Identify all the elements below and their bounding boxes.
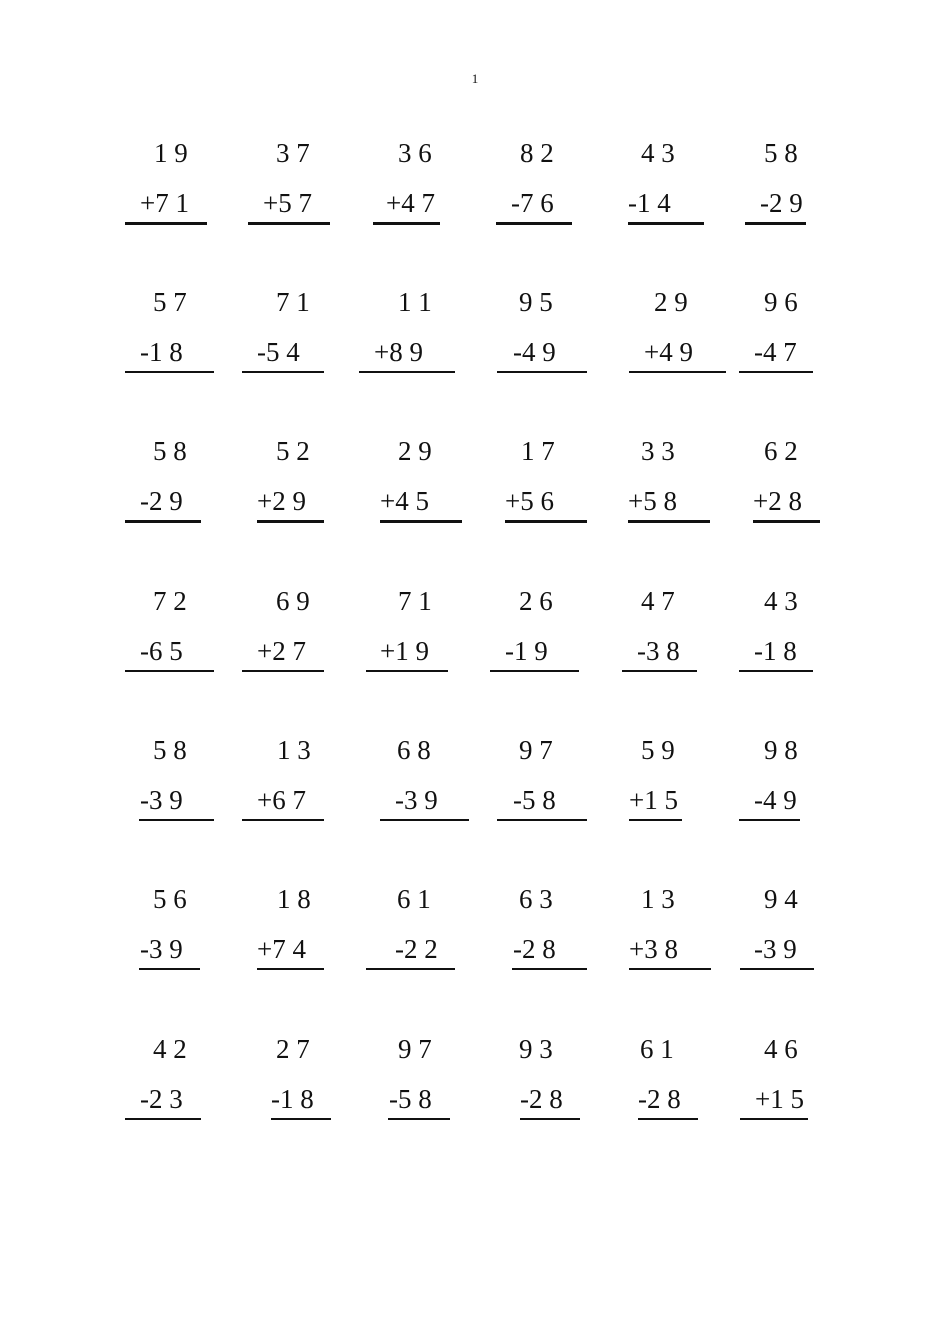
answer-line xyxy=(125,520,201,523)
problem xyxy=(375,735,495,835)
top-number: 7 2 xyxy=(153,586,187,616)
answer-line xyxy=(271,1118,331,1120)
top-number: 4 2 xyxy=(153,1034,187,1064)
answer-line xyxy=(248,222,330,225)
bottom-number: +2 9 xyxy=(257,486,306,516)
answer-line xyxy=(359,371,455,373)
bottom-number: +7 1 xyxy=(140,188,189,218)
top-number: 5 7 xyxy=(153,287,187,317)
bottom-number: -1 8 xyxy=(754,636,797,666)
bottom-number: +1 9 xyxy=(380,636,429,666)
answer-line xyxy=(753,520,820,523)
top-number: 3 6 xyxy=(398,138,432,168)
problem xyxy=(368,138,488,238)
bottom-number: -6 5 xyxy=(140,636,183,666)
top-number: 1 8 xyxy=(277,884,311,914)
answer-line xyxy=(740,968,814,970)
answer-line xyxy=(745,222,806,225)
problem xyxy=(624,287,744,387)
top-number: 5 6 xyxy=(153,884,187,914)
top-number: 4 3 xyxy=(641,138,675,168)
answer-line xyxy=(622,670,697,672)
bottom-number: +5 6 xyxy=(505,486,554,516)
top-number: 6 1 xyxy=(640,1034,674,1064)
problem xyxy=(383,1034,503,1134)
page-number: 1 xyxy=(471,71,479,86)
bottom-number: +1 5 xyxy=(629,785,678,815)
top-number: 2 9 xyxy=(654,287,688,317)
bottom-number: +1 5 xyxy=(755,1084,804,1114)
answer-line xyxy=(257,968,324,970)
bottom-number: -2 9 xyxy=(140,486,183,516)
top-number: 1 1 xyxy=(398,287,432,317)
bottom-number: -3 9 xyxy=(140,934,183,964)
problem xyxy=(491,138,611,238)
bottom-number: +5 8 xyxy=(628,486,677,516)
top-number: 7 1 xyxy=(398,586,432,616)
answer-line xyxy=(520,1118,580,1120)
problem xyxy=(624,884,744,984)
bottom-number: +4 5 xyxy=(380,486,429,516)
top-number: 7 1 xyxy=(276,287,310,317)
problem xyxy=(354,287,474,387)
problem xyxy=(237,586,357,686)
bottom-number: -2 8 xyxy=(638,1084,681,1114)
bottom-number: -7 6 xyxy=(511,188,554,218)
bottom-number: +8 9 xyxy=(374,337,423,367)
problem xyxy=(734,735,854,835)
answer-line xyxy=(629,968,711,970)
problem xyxy=(120,436,240,536)
bottom-number: +5 7 xyxy=(263,188,312,218)
bottom-number: -5 4 xyxy=(257,337,300,367)
top-number: 6 2 xyxy=(764,436,798,466)
answer-line xyxy=(380,819,469,821)
answer-line xyxy=(497,819,587,821)
top-number: 6 3 xyxy=(519,884,553,914)
top-number: 5 2 xyxy=(276,436,310,466)
answer-line xyxy=(242,819,324,821)
bottom-number: -2 3 xyxy=(140,1084,183,1114)
problem xyxy=(617,586,737,686)
bottom-number: -1 9 xyxy=(505,636,548,666)
answer-line xyxy=(257,520,324,523)
problem xyxy=(134,735,254,835)
bottom-number: -1 8 xyxy=(271,1084,314,1114)
top-number: 1 7 xyxy=(521,436,555,466)
bottom-number: -2 2 xyxy=(395,934,438,964)
answer-line xyxy=(638,1118,698,1120)
answer-line xyxy=(366,968,455,970)
problem xyxy=(120,287,240,387)
top-number: 2 9 xyxy=(398,436,432,466)
problem xyxy=(375,436,495,536)
answer-line xyxy=(125,371,214,373)
problem xyxy=(633,1034,753,1134)
top-number: 9 6 xyxy=(764,287,798,317)
problem xyxy=(361,586,481,686)
bottom-number: -4 7 xyxy=(754,337,797,367)
answer-line xyxy=(242,670,324,672)
bottom-number: -2 9 xyxy=(760,188,803,218)
bottom-number: -3 8 xyxy=(637,636,680,666)
bottom-number: -3 9 xyxy=(754,934,797,964)
bottom-number: -3 9 xyxy=(140,785,183,815)
problem xyxy=(492,287,612,387)
top-number: 1 9 xyxy=(154,138,188,168)
bottom-number: +4 9 xyxy=(644,337,693,367)
problem xyxy=(750,1034,870,1134)
answer-line xyxy=(373,222,440,225)
problem xyxy=(266,1034,386,1134)
problem xyxy=(120,138,240,238)
top-number: 3 3 xyxy=(641,436,675,466)
problem xyxy=(237,735,357,835)
problem xyxy=(500,436,620,536)
problem xyxy=(734,586,854,686)
answer-line xyxy=(497,371,587,373)
answer-line xyxy=(740,1118,808,1120)
problem xyxy=(749,884,869,984)
problem xyxy=(252,436,372,536)
answer-line xyxy=(629,819,682,821)
top-number: 6 8 xyxy=(397,735,431,765)
bottom-number: +2 8 xyxy=(753,486,802,516)
problem xyxy=(515,1034,635,1134)
problem xyxy=(734,287,854,387)
top-number: 1 3 xyxy=(641,884,675,914)
problem xyxy=(252,884,372,984)
bottom-number: -3 9 xyxy=(395,785,438,815)
top-number: 9 7 xyxy=(519,735,553,765)
bottom-number: +4 7 xyxy=(386,188,435,218)
bottom-number: -5 8 xyxy=(389,1084,432,1114)
answer-line xyxy=(629,371,726,373)
problem xyxy=(623,436,743,536)
top-number: 5 8 xyxy=(764,138,798,168)
bottom-number: -5 8 xyxy=(513,785,556,815)
bottom-number: -2 8 xyxy=(520,1084,563,1114)
problem xyxy=(740,138,860,238)
problem xyxy=(237,287,357,387)
top-number: 9 5 xyxy=(519,287,553,317)
bottom-number: -4 9 xyxy=(513,337,556,367)
answer-line xyxy=(388,1118,450,1120)
answer-line xyxy=(496,222,572,225)
top-number: 4 7 xyxy=(641,586,675,616)
bottom-number: -1 8 xyxy=(140,337,183,367)
top-number: 3 7 xyxy=(276,138,310,168)
bottom-number: +7 4 xyxy=(257,934,306,964)
problem xyxy=(492,735,612,835)
answer-line xyxy=(739,371,813,373)
problem xyxy=(361,884,481,984)
answer-line xyxy=(380,520,462,523)
answer-line xyxy=(125,1118,201,1120)
answer-line xyxy=(505,520,587,523)
top-number: 2 7 xyxy=(276,1034,310,1064)
top-number: 5 8 xyxy=(153,735,187,765)
problem xyxy=(120,1034,240,1134)
problem xyxy=(748,436,868,536)
top-number: 1 3 xyxy=(277,735,311,765)
top-number: 5 9 xyxy=(641,735,675,765)
top-number: 9 4 xyxy=(764,884,798,914)
bottom-number: +2 7 xyxy=(257,636,306,666)
answer-line xyxy=(125,222,207,225)
bottom-number: -1 4 xyxy=(628,188,671,218)
top-number: 4 3 xyxy=(764,586,798,616)
top-number: 9 8 xyxy=(764,735,798,765)
problem xyxy=(623,138,743,238)
top-number: 4 6 xyxy=(764,1034,798,1064)
top-number: 9 7 xyxy=(398,1034,432,1064)
answer-line xyxy=(125,670,214,672)
top-number: 5 8 xyxy=(153,436,187,466)
top-number: 8 2 xyxy=(520,138,554,168)
problem xyxy=(134,884,254,984)
answer-line xyxy=(139,819,214,821)
problem xyxy=(485,586,605,686)
answer-line xyxy=(739,819,800,821)
top-number: 6 9 xyxy=(276,586,310,616)
top-number: 9 3 xyxy=(519,1034,553,1064)
bottom-number: +3 8 xyxy=(629,934,678,964)
answer-line xyxy=(628,520,710,523)
answer-line xyxy=(628,222,704,225)
answer-line xyxy=(242,371,324,373)
answer-line xyxy=(366,670,448,672)
problem xyxy=(120,586,240,686)
problem xyxy=(624,735,744,835)
bottom-number: -4 9 xyxy=(754,785,797,815)
answer-line xyxy=(139,968,200,970)
bottom-number: -2 8 xyxy=(513,934,556,964)
problem xyxy=(507,884,627,984)
answer-line xyxy=(739,670,813,672)
top-number: 6 1 xyxy=(397,884,431,914)
bottom-number: +6 7 xyxy=(257,785,306,815)
top-number: 2 6 xyxy=(519,586,553,616)
answer-line xyxy=(512,968,587,970)
answer-line xyxy=(490,670,579,672)
problem xyxy=(243,138,363,238)
